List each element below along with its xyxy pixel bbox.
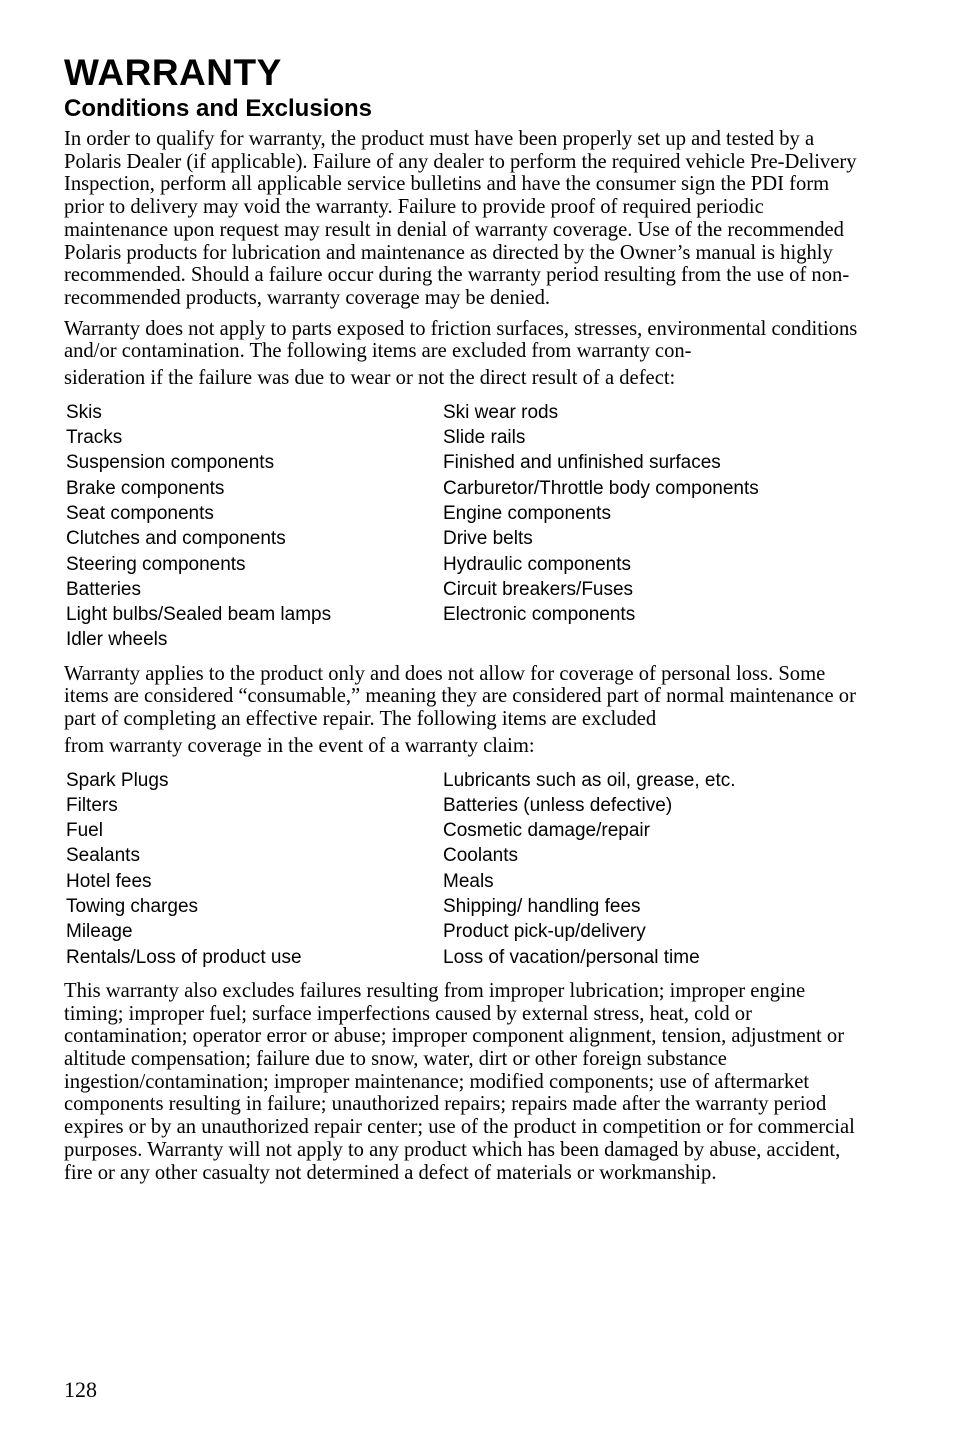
paragraph-consumables-last: from warranty coverage in the event of a warranty claim: — [64, 734, 535, 757]
list-item: Clutches and components — [66, 528, 286, 550]
list-item: Towing charges — [66, 896, 199, 917]
list-item: Fuel — [66, 820, 103, 842]
list-item — [443, 627, 863, 652]
section-heading: Conditions and Exclusions — [64, 95, 373, 122]
list-item: Circuit breakers/Fuses — [443, 578, 634, 600]
list-item: Suspension components — [66, 452, 275, 474]
list-item: Batteries — [66, 578, 141, 600]
list-item: Product pick-up/delivery — [443, 921, 646, 943]
list-item: Brake components — [66, 477, 225, 499]
list-item: Rentals/Loss of product use — [66, 946, 302, 968]
list-item: Tracks — [66, 427, 123, 449]
wear-items-list — [66, 400, 864, 653]
paragraph-qualification: In order to qualify for warranty, the product must have been properly set up and tested by a Polaris Dealer (if applicable). Failure of any dealer to perform the required vehicle Pre-Delivery Inspection, perform all applicable service bulletins and have the consumer sign the PDI form prior to delivery may void the warranty. Failure to provide proof of required periodic maintenance upon request may result in denial of warranty coverage. Use of the recommended Polaris products for lubrication and maintenance as directed by the Owner’s manual is highly recommended. Should a failure occur during the warranty period resulting from the use of non-recommended products, warranty coverage may be denied. — [64, 128, 857, 309]
list-item: Seat components — [66, 502, 214, 524]
list-item: Finished and unfinished surfaces — [443, 452, 721, 474]
consumable-items-list — [66, 768, 864, 970]
list-item: Hydraulic components — [443, 553, 631, 575]
list-item: Spark Plugs — [66, 769, 169, 791]
paragraph-wear-exclusions — [64, 318, 864, 390]
list-item: Sealants — [66, 845, 140, 867]
paragraph-wear-exclusions-main: Warranty does not apply to parts exposed to friction surfaces, stresses, environmental conditions and/or contamination. The following items are excluded from warranty con- — [64, 317, 858, 363]
paragraph-consumables — [64, 663, 864, 758]
list-item: Skis — [66, 401, 102, 423]
document-page — [64, 52, 864, 1192]
list-item: Filters — [66, 794, 118, 816]
list-item: Slide rails — [443, 427, 526, 449]
list-item: Cosmetic damage/repair — [443, 820, 650, 842]
list-item: Hotel fees — [66, 870, 152, 892]
list-item: Ski wear rods — [443, 401, 559, 423]
list-item: Light bulbs/Sealed beam lamps — [66, 604, 332, 626]
paragraph-additional-exclusions: This warranty also excludes failures resulting from improper lubrication; improper engine timing; improper fuel; surface imperfections caused by external stress, heat, cold or contamination; operator error or abuse; improper component alignment, tension, adjustment or altitude compensation; failure due to snow, water, dirt or other foreign substance ingestion/contamination; improper maintenance; modified components; use of aftermarket components resulting in failure; unauthorized repairs; repairs made after the warranty period expires or by an unauthorized repair center; use of the product in competition or for commercial purposes. Warranty will not apply to any product which has been damaged by abuse, accident, fire or any other casualty not determined a defect of materials or workmanship. — [64, 979, 855, 1184]
paragraph-consumables-main: Warranty applies to the product only and does not allow for coverage of personal loss. Some items are considered “consumable,” meaning they are considered part of normal maintenance or part of completing an effective repair. The following items are excluded — [64, 662, 856, 731]
list-item: Coolants — [443, 845, 518, 867]
list-item: Mileage — [66, 921, 133, 943]
list-item: Lubricants such as oil, grease, etc. — [443, 769, 736, 791]
paragraph-wear-exclusions-last: sideration if the failure was due to wear or not the direct result of a defect: — [64, 367, 676, 390]
list-item: Meals — [443, 870, 494, 892]
list-item: Idler wheels — [66, 629, 168, 651]
page-title: WARRANTY — [64, 52, 282, 93]
list-item: Shipping/ handling fees — [443, 896, 641, 917]
list-item: Electronic components — [443, 604, 636, 626]
list-item: Engine components — [443, 502, 611, 524]
list-item: Drive belts — [443, 528, 533, 550]
list-item: Steering components — [66, 553, 246, 575]
list-item: Loss of vacation/personal time — [443, 946, 700, 968]
list-item: Batteries (unless defective) — [443, 794, 673, 816]
list-item: Carburetor/Throttle body components — [443, 477, 759, 499]
page-number: 128 — [64, 1377, 97, 1402]
